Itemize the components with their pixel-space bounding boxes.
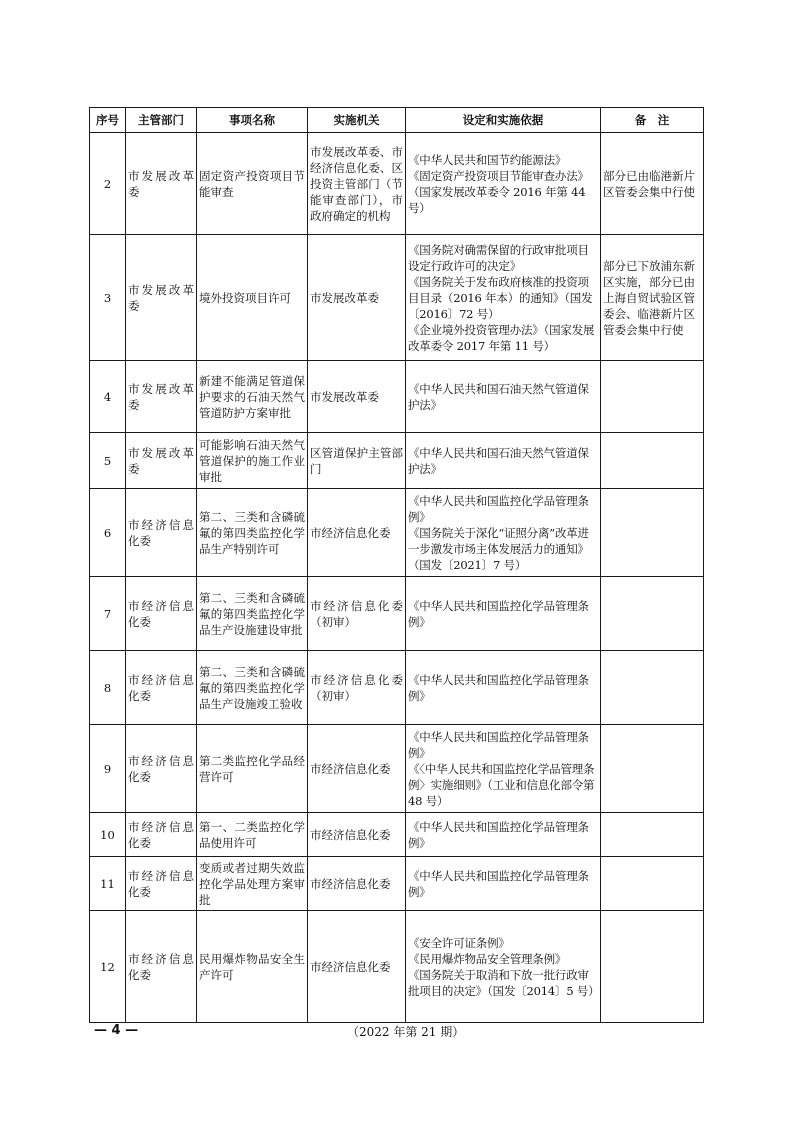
table-row (90, 133, 704, 235)
cell-line: 市经济信息化委 (128, 753, 194, 784)
row-legal-basis (406, 911, 601, 1023)
header-item-name: 事项名称 (197, 108, 308, 133)
table-row (90, 433, 704, 489)
row-item-name (197, 857, 308, 911)
cell-line: 市经济信息化委 (128, 868, 194, 899)
row-item-name (197, 489, 308, 577)
cell-line: 市经济信息化委 (310, 761, 391, 776)
row-remarks (601, 489, 704, 577)
row-legal-basis (406, 433, 601, 489)
cell-line: 市经济信息化委 (310, 525, 391, 540)
cell-line: 第一、二类监控化学品使用许可 (199, 819, 305, 850)
row-implementing-agency (308, 489, 406, 577)
cell-line: 《中华人民共和国监控化学品管理条例》 (408, 819, 589, 850)
cell-line: 部分已下放浦东新区实施，部分已由上海自贸试验区管委会、临港新片区管委会集中行使 (603, 258, 695, 337)
cell-line: 3 (103, 290, 112, 305)
row-department (126, 651, 197, 725)
row-item-name (197, 725, 308, 813)
header-legal-basis: 设定和实施依据 (406, 108, 601, 133)
cell-line: 市发展改革委 (128, 282, 194, 313)
cell-line: 市经济信息化委 (128, 672, 194, 703)
cell-line: 固定资产投资项目节能审查 (199, 168, 305, 199)
row-serial-number (90, 911, 126, 1023)
row-implementing-agency (308, 577, 406, 651)
table-row (90, 235, 704, 361)
cell-line: 8 (103, 680, 112, 695)
cell-line: 市经济信息化委（初审） (310, 672, 403, 703)
cell-line: 《中华人民共和国监控化学品管理条例》 (408, 729, 589, 760)
row-item-name (197, 235, 308, 361)
cell-line: 《国务院关于深化“证照分离”改革进一步激发市场主体发展活力的通知》（国发〔2021〕7 号） (408, 525, 589, 572)
row-legal-basis (406, 133, 601, 235)
cell-line: 市发展改革委 (128, 445, 194, 476)
page-number: — 4 — (94, 1023, 139, 1038)
row-serial-number (90, 489, 126, 577)
row-department (126, 857, 197, 911)
cell-line: 《中华人民共和国监控化学品管理条例》 (408, 598, 589, 629)
cell-line: 变质或者过期失效监控化学品处理方案审批 (199, 860, 305, 907)
table-row (90, 361, 704, 433)
row-implementing-agency (308, 725, 406, 813)
header-implementing-agency: 实施机关 (308, 108, 406, 133)
row-serial-number (90, 433, 126, 489)
cell-line: 第二、三类和含磷硫氟的第四类监控化学品生产特别许可 (199, 509, 305, 556)
row-item-name (197, 911, 308, 1023)
row-implementing-agency (308, 235, 406, 361)
cell-line: 《中华人民共和国监控化学品管理条例》 (408, 868, 589, 899)
row-item-name (197, 433, 308, 489)
cell-line: 《民用爆炸物品安全管理条例》 (408, 951, 567, 966)
cell-line: 5 (103, 453, 112, 468)
cell-line: 《安全许可证条例》 (408, 935, 510, 950)
row-remarks (601, 911, 704, 1023)
row-serial-number (90, 813, 126, 857)
row-department (126, 433, 197, 489)
table-row (90, 725, 704, 813)
row-implementing-agency (308, 133, 406, 235)
row-legal-basis (406, 857, 601, 911)
cell-line: 《中华人民共和国节约能源法》 (408, 152, 567, 167)
header-remarks: 备 注 (601, 108, 704, 133)
row-legal-basis (406, 651, 601, 725)
cell-line: 6 (103, 525, 112, 540)
table-row (90, 489, 704, 577)
row-legal-basis (406, 361, 601, 433)
row-legal-basis (406, 725, 601, 813)
cell-line: 可能影响石油天然气管道保护的施工作业审批 (199, 437, 305, 484)
row-serial-number (90, 651, 126, 725)
row-department (126, 577, 197, 651)
table-row (90, 651, 704, 725)
cell-line: 市发展改革委 (128, 381, 194, 412)
cell-line: 第二、三类和含磷硫氟的第四类监控化学品生产设施竣工验收 (199, 664, 305, 711)
row-item-name (197, 813, 308, 857)
row-item-name (197, 361, 308, 433)
row-item-name (197, 651, 308, 725)
cell-line: 市发展改革委 (310, 290, 379, 305)
row-remarks (601, 577, 704, 651)
row-item-name (197, 577, 308, 651)
row-department (126, 911, 197, 1023)
table-row (90, 577, 704, 651)
cell-line: 市经济信息化委 (128, 517, 194, 548)
row-remarks (601, 813, 704, 857)
cell-line: 9 (103, 761, 112, 776)
row-remarks (601, 725, 704, 813)
table-row (90, 911, 704, 1023)
row-legal-basis (406, 813, 601, 857)
cell-line: 市经济信息化委（初审） (310, 598, 403, 629)
header-department: 主管部门 (126, 108, 197, 133)
cell-line: 《中华人民共和国监控化学品管理条例》 (408, 493, 589, 524)
cell-line: 2 (103, 176, 112, 191)
row-remarks (601, 361, 704, 433)
cell-line: 新建不能满足管道保护要求的石油天然气管道防护方案审批 (199, 373, 305, 420)
cell-line: 境外投资项目许可 (199, 290, 291, 305)
header-serial-number: 序号 (90, 108, 126, 133)
cell-line: 市经济信息化委 (128, 819, 194, 850)
cell-line: 市经济信息化委 (310, 876, 391, 891)
cell-line: 市发展改革委、市经济信息化委、区投资主管部门（节能审查部门），市政府确定的机构 (310, 144, 403, 223)
issue-label: （2022 年第 21 期） (347, 1025, 465, 1039)
table-row (90, 813, 704, 857)
row-serial-number (90, 725, 126, 813)
cell-line: 部分已由临港新片区管委会集中行使 (603, 168, 695, 199)
cell-line: 《固定资产投资项目节能审查办法》（国家发展改革委令 2016 年第 44 号） (408, 168, 589, 215)
cell-line: 《〈中华人民共和国监控化学品管理条例〉实施细则》（工业和信息化部令第 48 号） (408, 761, 595, 808)
row-implementing-agency (308, 857, 406, 911)
approval-items-table (89, 107, 704, 1023)
cell-line: 7 (103, 606, 112, 621)
row-serial-number (90, 133, 126, 235)
cell-line: 《中华人民共和国石油天然气管道保护法》 (408, 445, 589, 476)
row-serial-number (90, 361, 126, 433)
cell-line: 《国务院对确需保留的行政审批项目设定行政许可的决定》 (408, 242, 589, 273)
cell-line: 区管道保护主管部门 (310, 445, 403, 476)
row-remarks (601, 235, 704, 361)
row-remarks (601, 133, 704, 235)
cell-line: 市经济信息化委 (310, 959, 391, 974)
cell-line: 4 (103, 389, 112, 404)
row-department (126, 235, 197, 361)
cell-line: 市经济信息化委 (128, 598, 194, 629)
row-remarks (601, 433, 704, 489)
row-serial-number (90, 857, 126, 911)
row-implementing-agency (308, 651, 406, 725)
cell-line: 12 (100, 959, 115, 974)
row-remarks (601, 857, 704, 911)
row-department (126, 489, 197, 577)
cell-line: 第二类监控化学品经营许可 (199, 753, 305, 784)
table-row (90, 857, 704, 911)
row-department (126, 813, 197, 857)
cell-line: 《中华人民共和国监控化学品管理条例》 (408, 672, 589, 703)
row-remarks (601, 651, 704, 725)
row-serial-number (90, 577, 126, 651)
cell-line: 11 (100, 876, 115, 891)
row-legal-basis (406, 235, 601, 361)
cell-line: 市发展改革委 (310, 389, 379, 404)
row-implementing-agency (308, 433, 406, 489)
row-department (126, 133, 197, 235)
row-department (126, 725, 197, 813)
cell-line: 民用爆炸物品安全生产许可 (199, 951, 305, 982)
cell-line: 第二、三类和含磷硫氟的第四类监控化学品生产设施建设审批 (199, 590, 305, 637)
row-legal-basis (406, 489, 601, 577)
cell-line: 市发展改革委 (128, 168, 194, 199)
cell-line: 《国务院关于取消和下放一批行政审批项目的决定》（国发〔2014〕5 号） (408, 967, 600, 998)
row-implementing-agency (308, 911, 406, 1023)
cell-line: 市经济信息化委 (310, 827, 391, 842)
cell-line: 市经济信息化委 (128, 951, 194, 982)
cell-line: 10 (100, 827, 115, 842)
row-legal-basis (406, 577, 601, 651)
cell-line: 《企业境外投资管理办法》（国家发展改革委令 2017 年第 11 号） (408, 322, 595, 353)
row-implementing-agency (308, 813, 406, 857)
table-header-row (90, 108, 704, 133)
cell-line: 《国务院关于发布政府核准的投资项目目录（2016 年本）的通知》（国发〔2016〕72 号） (408, 274, 593, 321)
cell-line: 《中华人民共和国石油天然气管道保护法》 (408, 381, 589, 412)
row-department (126, 361, 197, 433)
row-item-name (197, 133, 308, 235)
row-serial-number (90, 235, 126, 361)
row-implementing-agency (308, 361, 406, 433)
